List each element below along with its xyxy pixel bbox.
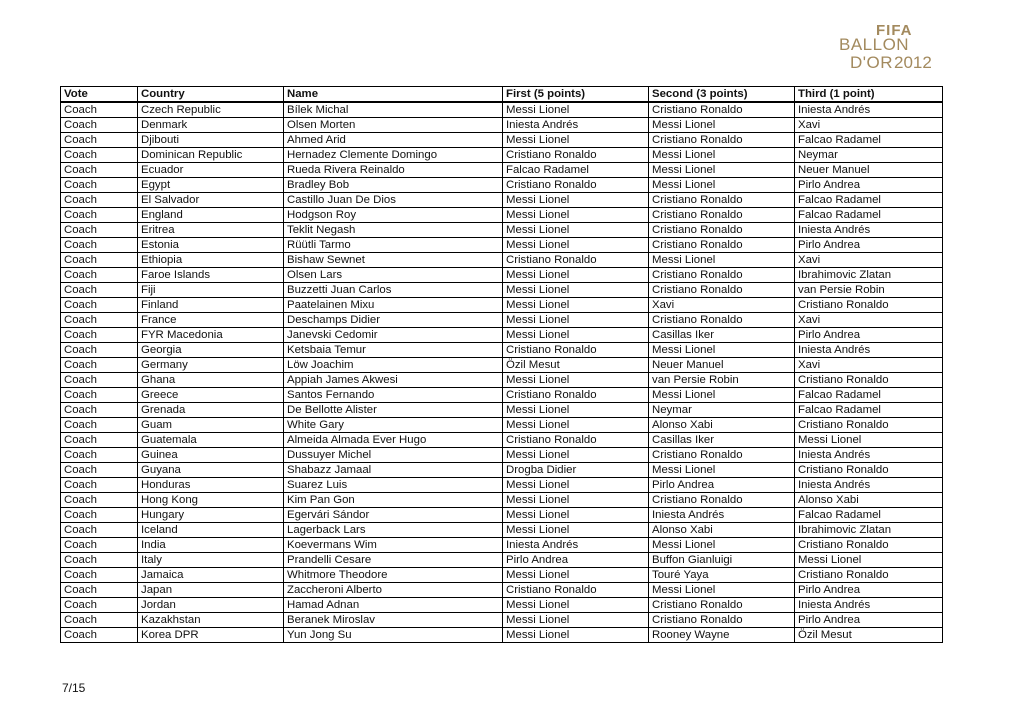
cell-third: Falcao Radamel (795, 388, 943, 403)
cell-country: Czech Republic (138, 102, 284, 118)
cell-first: Iniesta Andrés (503, 538, 649, 553)
cell-first: Messi Lionel (503, 268, 649, 283)
cell-vote: Coach (61, 133, 138, 148)
table-row (61, 613, 943, 628)
table-row (61, 148, 943, 163)
cell-name: Deschamps Didier (284, 313, 503, 328)
cell-vote: Coach (61, 448, 138, 463)
cell-second: Messi Lionel (649, 463, 795, 478)
table-row (61, 583, 943, 598)
cell-vote: Coach (61, 568, 138, 583)
cell-first: Messi Lionel (503, 523, 649, 538)
cell-name: Whitmore Theodore (284, 568, 503, 583)
cell-second: Cristiano Ronaldo (649, 268, 795, 283)
cell-vote: Coach (61, 598, 138, 613)
cell-first: Messi Lionel (503, 508, 649, 523)
cell-second: Casillas Iker (649, 433, 795, 448)
cell-third: Iniesta Andrés (795, 478, 943, 493)
cell-vote: Coach (61, 403, 138, 418)
cell-country: El Salvador (138, 193, 284, 208)
cell-third: Neuer Manuel (795, 163, 943, 178)
cell-name: Rüütli Tarmo (284, 238, 503, 253)
cell-vote: Coach (61, 358, 138, 373)
cell-first: Messi Lionel (503, 223, 649, 238)
cell-second: Cristiano Ronaldo (649, 208, 795, 223)
header-second: Second (3 points) (649, 87, 795, 103)
cell-country: Egypt (138, 178, 284, 193)
cell-first: Messi Lionel (503, 628, 649, 643)
cell-name: Kim Pan Gon (284, 493, 503, 508)
cell-vote: Coach (61, 433, 138, 448)
cell-first: Messi Lionel (503, 313, 649, 328)
cell-second: Messi Lionel (649, 118, 795, 133)
cell-second: Alonso Xabi (649, 523, 795, 538)
header-third: Third (1 point) (795, 87, 943, 103)
table-row (61, 358, 943, 373)
cell-third: Iniesta Andrés (795, 598, 943, 613)
cell-third: Cristiano Ronaldo (795, 298, 943, 313)
table-row (61, 298, 943, 313)
cell-first: Messi Lionel (503, 328, 649, 343)
cell-vote: Coach (61, 238, 138, 253)
table-row (61, 388, 943, 403)
cell-third: Falcao Radamel (795, 133, 943, 148)
cell-name: Suarez Luis (284, 478, 503, 493)
cell-second: Messi Lionel (649, 583, 795, 598)
cell-first: Messi Lionel (503, 403, 649, 418)
cell-second: Messi Lionel (649, 253, 795, 268)
table-row (61, 268, 943, 283)
cell-second: Neymar (649, 403, 795, 418)
cell-second: Buffon Gianluigi (649, 553, 795, 568)
cell-country: Denmark (138, 118, 284, 133)
cell-name: Bílek Michal (284, 102, 503, 118)
cell-third: Falcao Radamel (795, 193, 943, 208)
table-row (61, 568, 943, 583)
cell-country: Italy (138, 553, 284, 568)
cell-name: White Gary (284, 418, 503, 433)
cell-vote: Coach (61, 493, 138, 508)
table-row (61, 418, 943, 433)
cell-vote: Coach (61, 343, 138, 358)
cell-third: Pirlo Andrea (795, 178, 943, 193)
cell-vote: Coach (61, 283, 138, 298)
cell-vote: Coach (61, 388, 138, 403)
cell-second: Casillas Iker (649, 328, 795, 343)
cell-country: Faroe Islands (138, 268, 284, 283)
cell-name: Egervári Sándor (284, 508, 503, 523)
cell-country: Eritrea (138, 223, 284, 238)
cell-third: Pirlo Andrea (795, 238, 943, 253)
table-row (61, 523, 943, 538)
table-row (61, 328, 943, 343)
table-row (61, 478, 943, 493)
cell-vote: Coach (61, 373, 138, 388)
cell-third: Xavi (795, 118, 943, 133)
cell-vote: Coach (61, 583, 138, 598)
table-row (61, 493, 943, 508)
header-vote: Vote (61, 87, 138, 103)
logo-year-text: 2012 (894, 53, 932, 72)
table-row (61, 102, 943, 118)
cell-first: Özil Mesut (503, 358, 649, 373)
cell-third: Pirlo Andrea (795, 328, 943, 343)
header-country: Country (138, 87, 284, 103)
table-row (61, 163, 943, 178)
table-row (61, 193, 943, 208)
cell-second: Pirlo Andrea (649, 478, 795, 493)
cell-country: Djibouti (138, 133, 284, 148)
cell-country: Guyana (138, 463, 284, 478)
cell-vote: Coach (61, 508, 138, 523)
cell-third: Özil Mesut (795, 628, 943, 643)
cell-vote: Coach (61, 178, 138, 193)
cell-second: Cristiano Ronaldo (649, 193, 795, 208)
cell-country: Georgia (138, 343, 284, 358)
cell-first: Messi Lionel (503, 598, 649, 613)
cell-country: Ecuador (138, 163, 284, 178)
cell-name: Löw Joachim (284, 358, 503, 373)
cell-vote: Coach (61, 208, 138, 223)
cell-name: Hodgson Roy (284, 208, 503, 223)
cell-name: Paatelainen Mixu (284, 298, 503, 313)
cell-name: Olsen Morten (284, 118, 503, 133)
cell-third: Cristiano Ronaldo (795, 463, 943, 478)
logo-fifa-text: FIFA (876, 22, 913, 39)
cell-second: Cristiano Ronaldo (649, 493, 795, 508)
cell-second: Touré Yaya (649, 568, 795, 583)
cell-first: Messi Lionel (503, 283, 649, 298)
cell-first: Cristiano Ronaldo (503, 583, 649, 598)
cell-first: Messi Lionel (503, 478, 649, 493)
table-row (61, 313, 943, 328)
table-row (61, 598, 943, 613)
cell-third: Falcao Radamel (795, 508, 943, 523)
cell-vote: Coach (61, 478, 138, 493)
table-header-row (61, 87, 943, 103)
cell-name: Zaccheroni Alberto (284, 583, 503, 598)
cell-name: Janevski Cedomir (284, 328, 503, 343)
cell-vote: Coach (61, 118, 138, 133)
cell-first: Messi Lionel (503, 568, 649, 583)
table-row (61, 463, 943, 478)
table-row (61, 553, 943, 568)
cell-name: Teklit Negash (284, 223, 503, 238)
cell-second: Messi Lionel (649, 538, 795, 553)
page-number: 7/15 (62, 681, 86, 695)
cell-name: Hernadez Clemente Domingo (284, 148, 503, 163)
table-body (61, 102, 943, 643)
cell-second: Cristiano Ronaldo (649, 223, 795, 238)
cell-first: Messi Lionel (503, 193, 649, 208)
cell-third: Iniesta Andrés (795, 102, 943, 118)
cell-name: Lagerback Lars (284, 523, 503, 538)
cell-first: Cristiano Ronaldo (503, 343, 649, 358)
cell-vote: Coach (61, 298, 138, 313)
cell-second: Messi Lionel (649, 343, 795, 358)
cell-country: Finland (138, 298, 284, 313)
cell-country: England (138, 208, 284, 223)
cell-third: Falcao Radamel (795, 403, 943, 418)
cell-third: Messi Lionel (795, 433, 943, 448)
cell-third: Alonso Xabi (795, 493, 943, 508)
cell-first: Messi Lionel (503, 298, 649, 313)
cell-name: Ahmed Arid (284, 133, 503, 148)
cell-vote: Coach (61, 223, 138, 238)
cell-first: Messi Lionel (503, 133, 649, 148)
cell-first: Pirlo Andrea (503, 553, 649, 568)
cell-country: Grenada (138, 403, 284, 418)
cell-second: Alonso Xabi (649, 418, 795, 433)
cell-second: Cristiano Ronaldo (649, 598, 795, 613)
table-row (61, 448, 943, 463)
cell-country: Jamaica (138, 568, 284, 583)
cell-country: Germany (138, 358, 284, 373)
table-row (61, 343, 943, 358)
cell-third: Xavi (795, 313, 943, 328)
cell-country: Kazakhstan (138, 613, 284, 628)
logo-ballon-text: BALLON (839, 35, 910, 54)
cell-third: Xavi (795, 358, 943, 373)
cell-first: Cristiano Ronaldo (503, 433, 649, 448)
cell-country: Greece (138, 388, 284, 403)
cell-name: Bradley Bob (284, 178, 503, 193)
cell-first: Falcao Radamel (503, 163, 649, 178)
table-row (61, 403, 943, 418)
cell-second: Messi Lionel (649, 178, 795, 193)
cell-name: De Bellotte Alister (284, 403, 503, 418)
cell-name: Appiah James Akwesi (284, 373, 503, 388)
table-row (61, 118, 943, 133)
cell-name: Castillo Juan De Dios (284, 193, 503, 208)
cell-second: Cristiano Ronaldo (649, 613, 795, 628)
cell-country: Guam (138, 418, 284, 433)
cell-third: Cristiano Ronaldo (795, 538, 943, 553)
cell-first: Cristiano Ronaldo (503, 148, 649, 163)
cell-country: India (138, 538, 284, 553)
cell-third: Iniesta Andrés (795, 223, 943, 238)
cell-vote: Coach (61, 163, 138, 178)
cell-second: Cristiano Ronaldo (649, 133, 795, 148)
cell-first: Drogba Didier (503, 463, 649, 478)
cell-third: Cristiano Ronaldo (795, 418, 943, 433)
cell-second: Xavi (649, 298, 795, 313)
cell-first: Cristiano Ronaldo (503, 253, 649, 268)
cell-second: Iniesta Andrés (649, 508, 795, 523)
cell-name: Dussuyer Michel (284, 448, 503, 463)
cell-name: Beranek Miroslav (284, 613, 503, 628)
table-row (61, 223, 943, 238)
fifa-ballon-dor-logo (836, 22, 948, 76)
cell-second: Cristiano Ronaldo (649, 448, 795, 463)
cell-vote: Coach (61, 253, 138, 268)
cell-third: Cristiano Ronaldo (795, 373, 943, 388)
cell-country: Estonia (138, 238, 284, 253)
cell-vote: Coach (61, 148, 138, 163)
cell-first: Messi Lionel (503, 102, 649, 118)
cell-third: Iniesta Andrés (795, 343, 943, 358)
cell-first: Cristiano Ronaldo (503, 388, 649, 403)
cell-country: Hungary (138, 508, 284, 523)
cell-name: Olsen Lars (284, 268, 503, 283)
cell-first: Messi Lionel (503, 238, 649, 253)
cell-second: Cristiano Ronaldo (649, 238, 795, 253)
table-row (61, 208, 943, 223)
cell-third: Cristiano Ronaldo (795, 568, 943, 583)
cell-third: Falcao Radamel (795, 208, 943, 223)
cell-country: Iceland (138, 523, 284, 538)
header-name: Name (284, 87, 503, 103)
cell-vote: Coach (61, 268, 138, 283)
cell-first: Cristiano Ronaldo (503, 178, 649, 193)
cell-second: Messi Lionel (649, 148, 795, 163)
cell-third: Neymar (795, 148, 943, 163)
cell-name: Santos Fernando (284, 388, 503, 403)
cell-third: van Persie Robin (795, 283, 943, 298)
cell-country: Fiji (138, 283, 284, 298)
cell-second: van Persie Robin (649, 373, 795, 388)
cell-name: Shabazz Jamaal (284, 463, 503, 478)
cell-name: Ketsbaia Temur (284, 343, 503, 358)
cell-third: Iniesta Andrés (795, 448, 943, 463)
cell-vote: Coach (61, 523, 138, 538)
table-row (61, 508, 943, 523)
cell-first: Messi Lionel (503, 208, 649, 223)
cell-name: Hamad Adnan (284, 598, 503, 613)
cell-country: Japan (138, 583, 284, 598)
table-row (61, 373, 943, 388)
cell-vote: Coach (61, 102, 138, 118)
cell-country: Korea DPR (138, 628, 284, 643)
cell-second: Cristiano Ronaldo (649, 283, 795, 298)
cell-country: Honduras (138, 478, 284, 493)
cell-second: Neuer Manuel (649, 358, 795, 373)
cell-second: Cristiano Ronaldo (649, 102, 795, 118)
table-row (61, 628, 943, 643)
cell-second: Messi Lionel (649, 163, 795, 178)
cell-name: Bishaw Sewnet (284, 253, 503, 268)
logo-dor-text: D'OR (850, 53, 894, 72)
cell-country: Jordan (138, 598, 284, 613)
cell-country: Guinea (138, 448, 284, 463)
cell-name: Koevermans Wim (284, 538, 503, 553)
cell-country: Guatemala (138, 433, 284, 448)
cell-vote: Coach (61, 613, 138, 628)
table-row (61, 538, 943, 553)
votes-table (60, 86, 943, 643)
cell-country: Hong Kong (138, 493, 284, 508)
cell-first: Messi Lionel (503, 373, 649, 388)
cell-vote: Coach (61, 328, 138, 343)
cell-third: Ibrahimovic Zlatan (795, 268, 943, 283)
table-row (61, 178, 943, 193)
table-row (61, 133, 943, 148)
cell-vote: Coach (61, 553, 138, 568)
cell-first: Iniesta Andrés (503, 118, 649, 133)
cell-country: Ghana (138, 373, 284, 388)
cell-vote: Coach (61, 463, 138, 478)
cell-vote: Coach (61, 313, 138, 328)
table-row (61, 238, 943, 253)
cell-vote: Coach (61, 193, 138, 208)
cell-third: Messi Lionel (795, 553, 943, 568)
cell-first: Messi Lionel (503, 448, 649, 463)
cell-vote: Coach (61, 628, 138, 643)
cell-country: Dominican Republic (138, 148, 284, 163)
cell-second: Cristiano Ronaldo (649, 313, 795, 328)
header-first: First (5 points) (503, 87, 649, 103)
cell-third: Pirlo Andrea (795, 613, 943, 628)
cell-country: Ethiopia (138, 253, 284, 268)
table-row (61, 253, 943, 268)
cell-third: Ibrahimovic Zlatan (795, 523, 943, 538)
cell-vote: Coach (61, 538, 138, 553)
cell-vote: Coach (61, 418, 138, 433)
cell-country: FYR Macedonia (138, 328, 284, 343)
cell-second: Messi Lionel (649, 388, 795, 403)
cell-second: Rooney Wayne (649, 628, 795, 643)
cell-first: Messi Lionel (503, 493, 649, 508)
table-row (61, 283, 943, 298)
cell-name: Prandelli Cesare (284, 553, 503, 568)
cell-name: Rueda Rivera Reinaldo (284, 163, 503, 178)
table-row (61, 433, 943, 448)
cell-name: Almeida Almada Ever Hugo (284, 433, 503, 448)
cell-third: Pirlo Andrea (795, 583, 943, 598)
cell-country: France (138, 313, 284, 328)
cell-name: Yun Jong Su (284, 628, 503, 643)
cell-first: Messi Lionel (503, 418, 649, 433)
cell-name: Buzzetti Juan Carlos (284, 283, 503, 298)
cell-third: Xavi (795, 253, 943, 268)
cell-first: Messi Lionel (503, 613, 649, 628)
